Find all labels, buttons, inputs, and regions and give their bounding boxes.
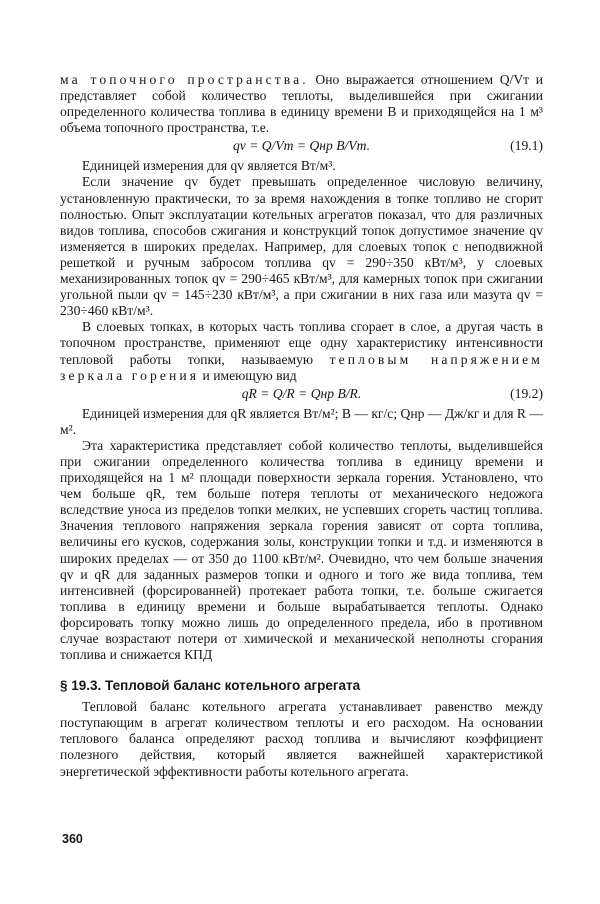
formula-19-2-expression: qR = Q/R = Qнр B/R. xyxy=(241,385,362,401)
formula-19-1 xyxy=(60,136,543,158)
paragraph-4-start: В слоевых топках, в которых часть топлива сгорает в слое, а другая часть в топочном пространстве, применяют еще одну характеристику интенсивности тепловой работы топки, называемую xyxy=(60,319,543,367)
paragraph-6: Эта характеристика представляет собой количество теплоты, выделившейся при сжигании определенного количества топлива в единицу времени и приходящейся на 1 м² площади поверхности зеркала горения. Установлено, что чем больше qR, тем больше потеря теплоты от механического недожога вследствие уноса из пределов топки мелких, не успевших сгореть частиц топлива. Значения теплового напряжения зеркала горения зависят от сорта топлива, величины его кусков, содержания золы, конструкции топки и т.д. и изменяются в широких пределах — от 350 до 1100 кВт/м². Очевидно, что чем больше значения qv и qR для заданных размеров топки и одного и того же вида топлива, тем интенсивней (форсированней) протекает работа топки, т.е. больше сжигается топлива в единицу времени и больше вырабатывается теплоты. Однако форсировать топку можно лишь до определенного предела, ибо в противном случае возрастают потери от химической и механической неполноты сгорания топлива и снижается КПД xyxy=(60,437,543,663)
paragraph-4 xyxy=(60,319,543,383)
page-number: 360 xyxy=(62,832,83,846)
paragraph-4-end: и имеющую вид xyxy=(202,367,297,383)
paragraph-2: Единицей измерения для qv является Вт/м³. xyxy=(82,158,336,174)
spaced-term-heat-stress: тепловым напряжением зеркала горения xyxy=(60,351,543,383)
paragraph-5: Единицей измерения для qR является Вт/м²; B — кг/с; Qнр — Дж/кг и для R — м². xyxy=(60,405,543,437)
formula-19-2-number: (19.2) xyxy=(510,385,543,401)
paragraph-1 xyxy=(60,72,543,136)
paragraph-1-text: Оно выражается отношением Q/Vт и представляет собой количество теплоты, выделившейся при сжигании определенного количества топлива в единицу времени B и приходящейся на 1 м³ объема топочного пространства, т.е. xyxy=(60,72,543,136)
formula-19-2 xyxy=(60,384,543,406)
section-heading: § 19.3. Тепловой баланс котельного агрегата xyxy=(60,678,361,694)
paragraph-3: Если значение qv будет превышать определенное числовую величину, установленную практически, то за время нахождения в топке топливо не сгорит полностью. Опыт эксплуатации котельных агрегатов показал, что для различных видов топлива, способов сжигания и конструкций топок допустимое значение qv изменяется в широких пределах. Например, для слоевых топок с неподвижной решеткой и ручным забросом топлива qv = 290÷350 кВт/м³, у слоевых механизированных топок qv = 290÷465 кВт/м³, для камерных топок при сжигании угольной пыли qv = 145÷230 кВт/м³, а при сжигании в них газа или мазута qv = 230÷460 кВт/м³. xyxy=(60,174,543,319)
paragraph-7: Тепловой баланс котельного агрегата устанавливает равенство между поступающим в агрегат количеством теплоты и его расходом. На основании теплового баланса определяют расход топлива и вычисляют коэффициент полезного действия, который является важнейшей характеристикой энергетической эффективности работы котельного агрегата. xyxy=(60,699,543,779)
page-body xyxy=(60,72,543,780)
formula-19-1-expression: qv = Q/Vт = Qнр B/Vт. xyxy=(232,138,370,154)
formula-19-1-number: (19.1) xyxy=(510,138,543,154)
spaced-term: ма топочного пространства. xyxy=(60,72,309,87)
